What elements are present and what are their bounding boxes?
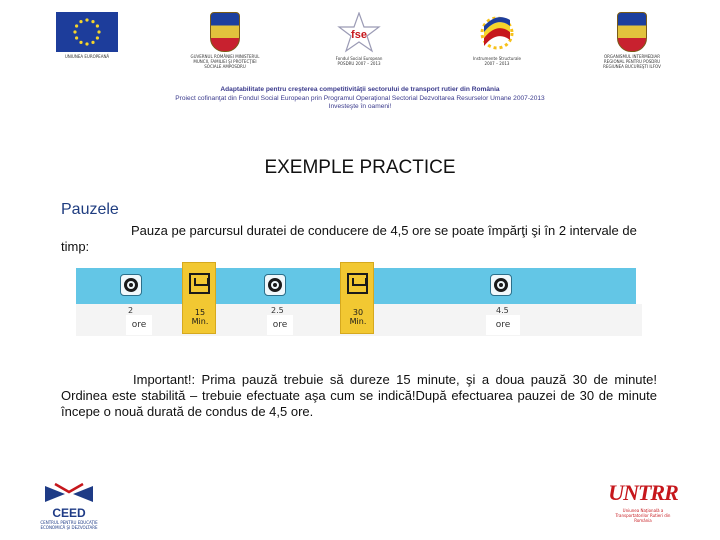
important-paragraph [61, 372, 657, 420]
eu-logo [56, 12, 118, 59]
ceed-logo [38, 480, 100, 530]
important-text: Important!: Prima pauză trebuie să dureze 15 minute, şi a doua pauză 30 de minute! Ordinea este stabilită – trebuie efectuate aşa cum se indică!După efectuarea pauzei de 30 de minute începe o nouă durată de condus de 4,5 ore. [61, 372, 657, 419]
logo-caption: Instrumente Structurale 2007 – 2013 [473, 56, 521, 66]
tagline-line-3: Investeşte în oameni! [328, 103, 392, 110]
break-duration: 15 [194, 308, 206, 317]
oirposdru-logo [598, 12, 666, 69]
logo-caption: GUVERNUL ROMÂNIEI MINISTERUL MUNCII, FAMILIEI ŞI PROTECŢIEI SOCIALE AMPOSDRU [190, 54, 260, 69]
ceed-name: CEED [52, 506, 86, 520]
fse-star-icon [336, 12, 382, 54]
tagline-line-1: Adaptabilitate pentru creşterea competitivităţii sectorului de transport rutier din România [220, 86, 500, 93]
page-title: EXEMPLE PRACTICE [264, 157, 456, 178]
untrr-logo [608, 480, 678, 523]
driving-breaks-diagram [76, 260, 642, 336]
break-label [183, 308, 217, 326]
break-block [340, 262, 374, 334]
drive-unit: ore [486, 315, 520, 335]
untrr-name: UNTRR [608, 480, 678, 505]
steering-wheel-icon [264, 274, 286, 296]
drive-duration: 2.5 [271, 306, 284, 315]
svg-text:fse: fse [351, 29, 367, 41]
logo-caption: UNIUNEA EUROPEANĂ [64, 54, 110, 59]
steering-wheel-icon [120, 274, 142, 296]
drive-duration: 4.5 [496, 306, 509, 315]
break-duration: 30 [352, 308, 364, 317]
coat-of-arms-icon [617, 12, 647, 52]
intro-paragraph [61, 223, 661, 255]
header [0, 0, 720, 116]
bed-icon [189, 273, 210, 294]
instrumente-structurale-logo [468, 12, 526, 66]
logo-caption: Fondul Social European POSDRU 2007 – 2013 [335, 56, 383, 66]
break-block [182, 262, 216, 334]
structural-funds-icon [474, 12, 520, 54]
coat-of-arms-icon [210, 12, 240, 52]
drive-unit: ore [267, 315, 293, 335]
break-label [341, 308, 375, 326]
break-unit: Min. [191, 317, 209, 326]
eu-flag-icon [56, 12, 118, 52]
ceed-caption: CENTRUL PENTRU EDUCAŢIE ECONOMICĂ ŞI DEZVOLTARE [40, 520, 98, 530]
drive-unit: ore [126, 315, 152, 335]
fse-logo [330, 12, 388, 66]
drive-duration: 2 [128, 306, 134, 315]
government-logo [188, 12, 262, 69]
break-unit: Min. [349, 317, 367, 326]
intro-text: Pauza pe parcursul duratei de conducere de 4,5 ore se poate împărţi şi în 2 intervale de timp: [61, 223, 637, 254]
bed-icon [347, 273, 368, 294]
untrr-caption: Uniunea Naţională a Transportatorilor Rutieri din România [615, 508, 671, 523]
steering-wheel-icon [490, 274, 512, 296]
project-tagline [110, 86, 610, 112]
tagline-line-2: Proiect cofinanţat din Fondul Social European prin Programul Operaţional Sectorial Dezvoltarea Resurselor Umane 2007-2013 [175, 94, 545, 102]
ceed-mark-icon [41, 480, 97, 508]
logo-caption: ORGANISMUL INTERMEDIAR REGIONAL PENTRU POSDRU REGIUNEA BUCUREŞTI ILFOV [603, 54, 661, 69]
section-heading: Pauzele [61, 201, 119, 218]
